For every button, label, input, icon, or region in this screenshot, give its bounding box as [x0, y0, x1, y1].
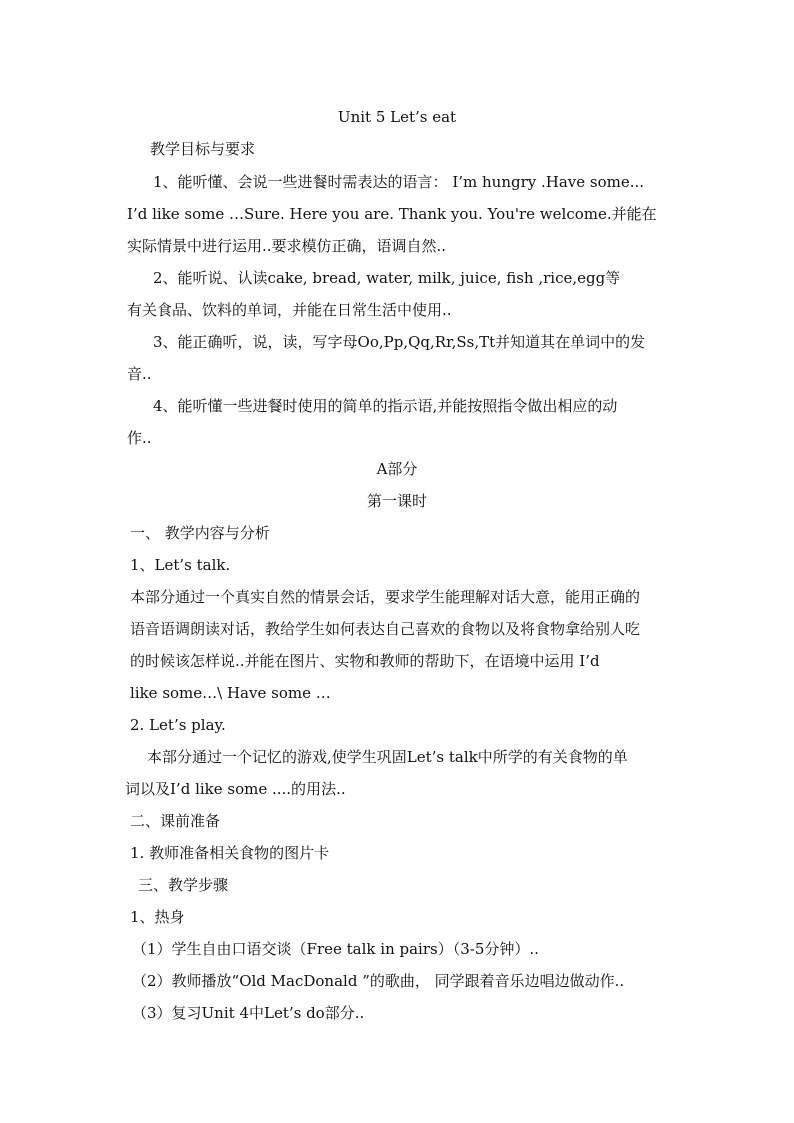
objective-4-line-1: 4、能听懂一些进餐时使用的简单的指示语,并能按照指令做出相应的动: [153, 397, 618, 415]
warmup-item-1: （1）学生自由口语交谈（Free talk in pairs）（3-5分钟）..: [132, 940, 539, 958]
section-2-heading: 二、课前准备: [130, 812, 221, 830]
objective-4-line-2: 作..: [127, 429, 152, 447]
objective-2-line-2: 有关食品、饮料的单词，并能在日常生活中使用..: [127, 301, 452, 319]
objectives-heading: 教学目标与要求: [150, 140, 256, 158]
warmup-item-2: （2）教师播放“Old MacDonald ”的歌曲， 同学跟着音乐边唱边做动作..: [132, 972, 625, 990]
prep-item: 1. 教师准备相关食物的图片卡: [130, 844, 330, 862]
talk-heading: 1、Let’s talk.: [130, 556, 231, 574]
document-title: Unit 5 Let’s eat: [337, 108, 457, 126]
play-text-line-1: 本部分通过一个记忆的游戏,使学生巩固Let’s talk中所学的有关食物的单: [147, 748, 628, 766]
lesson-title: 第一课时: [366, 492, 427, 510]
objective-1-line-1: 1、能听懂、会说一些进餐时需表达的语言： I’m hungry .Have some...: [153, 173, 645, 191]
objective-1-line-2: I’d like some …Sure. Here you are. Thank you. You're welcome.并能在: [127, 205, 657, 223]
part-title: A部分: [376, 460, 418, 478]
play-text-line-2: 词以及I’d like some ....的用法..: [125, 780, 346, 798]
talk-text-line-3: 的时候该怎样说..并能在图片、实物和教师的帮助下，在语境中运用 I’d: [130, 652, 600, 670]
talk-text-line-1: 本部分通过一个真实自然的情景会话，要求学生能理解对话大意，能用正确的: [130, 588, 641, 606]
section-3-heading: 三、教学步骤: [138, 876, 229, 894]
talk-text-line-2: 语音语调朗读对话，教给学生如何表达自己喜欢的食物以及将食物拿给别人吃: [130, 620, 641, 638]
objective-2-line-1: 2、能听说、认读cake, bread, water, milk, juice, fish ,rice,egg等: [153, 269, 621, 287]
section-1-heading: 一、 教学内容与分析: [130, 524, 270, 542]
objective-1-line-3: 实际情景中进行运用..要求模仿正确，语调自然..: [127, 237, 447, 255]
objective-3-line-1: 3、能正确听，说，读，写字母Oo,Pp,Qq,Rr,Ss,Tt并知道其在单词中的发: [153, 333, 646, 351]
talk-text-line-4: like some…\ Have some …: [130, 684, 331, 702]
play-heading: 2. Let’s play.: [130, 716, 226, 734]
warmup-item-3: （3）复习Unit 4中Let’s do部分..: [132, 1004, 365, 1022]
warmup-heading: 1、热身: [130, 908, 185, 926]
objective-3-line-2: 音..: [127, 365, 152, 383]
